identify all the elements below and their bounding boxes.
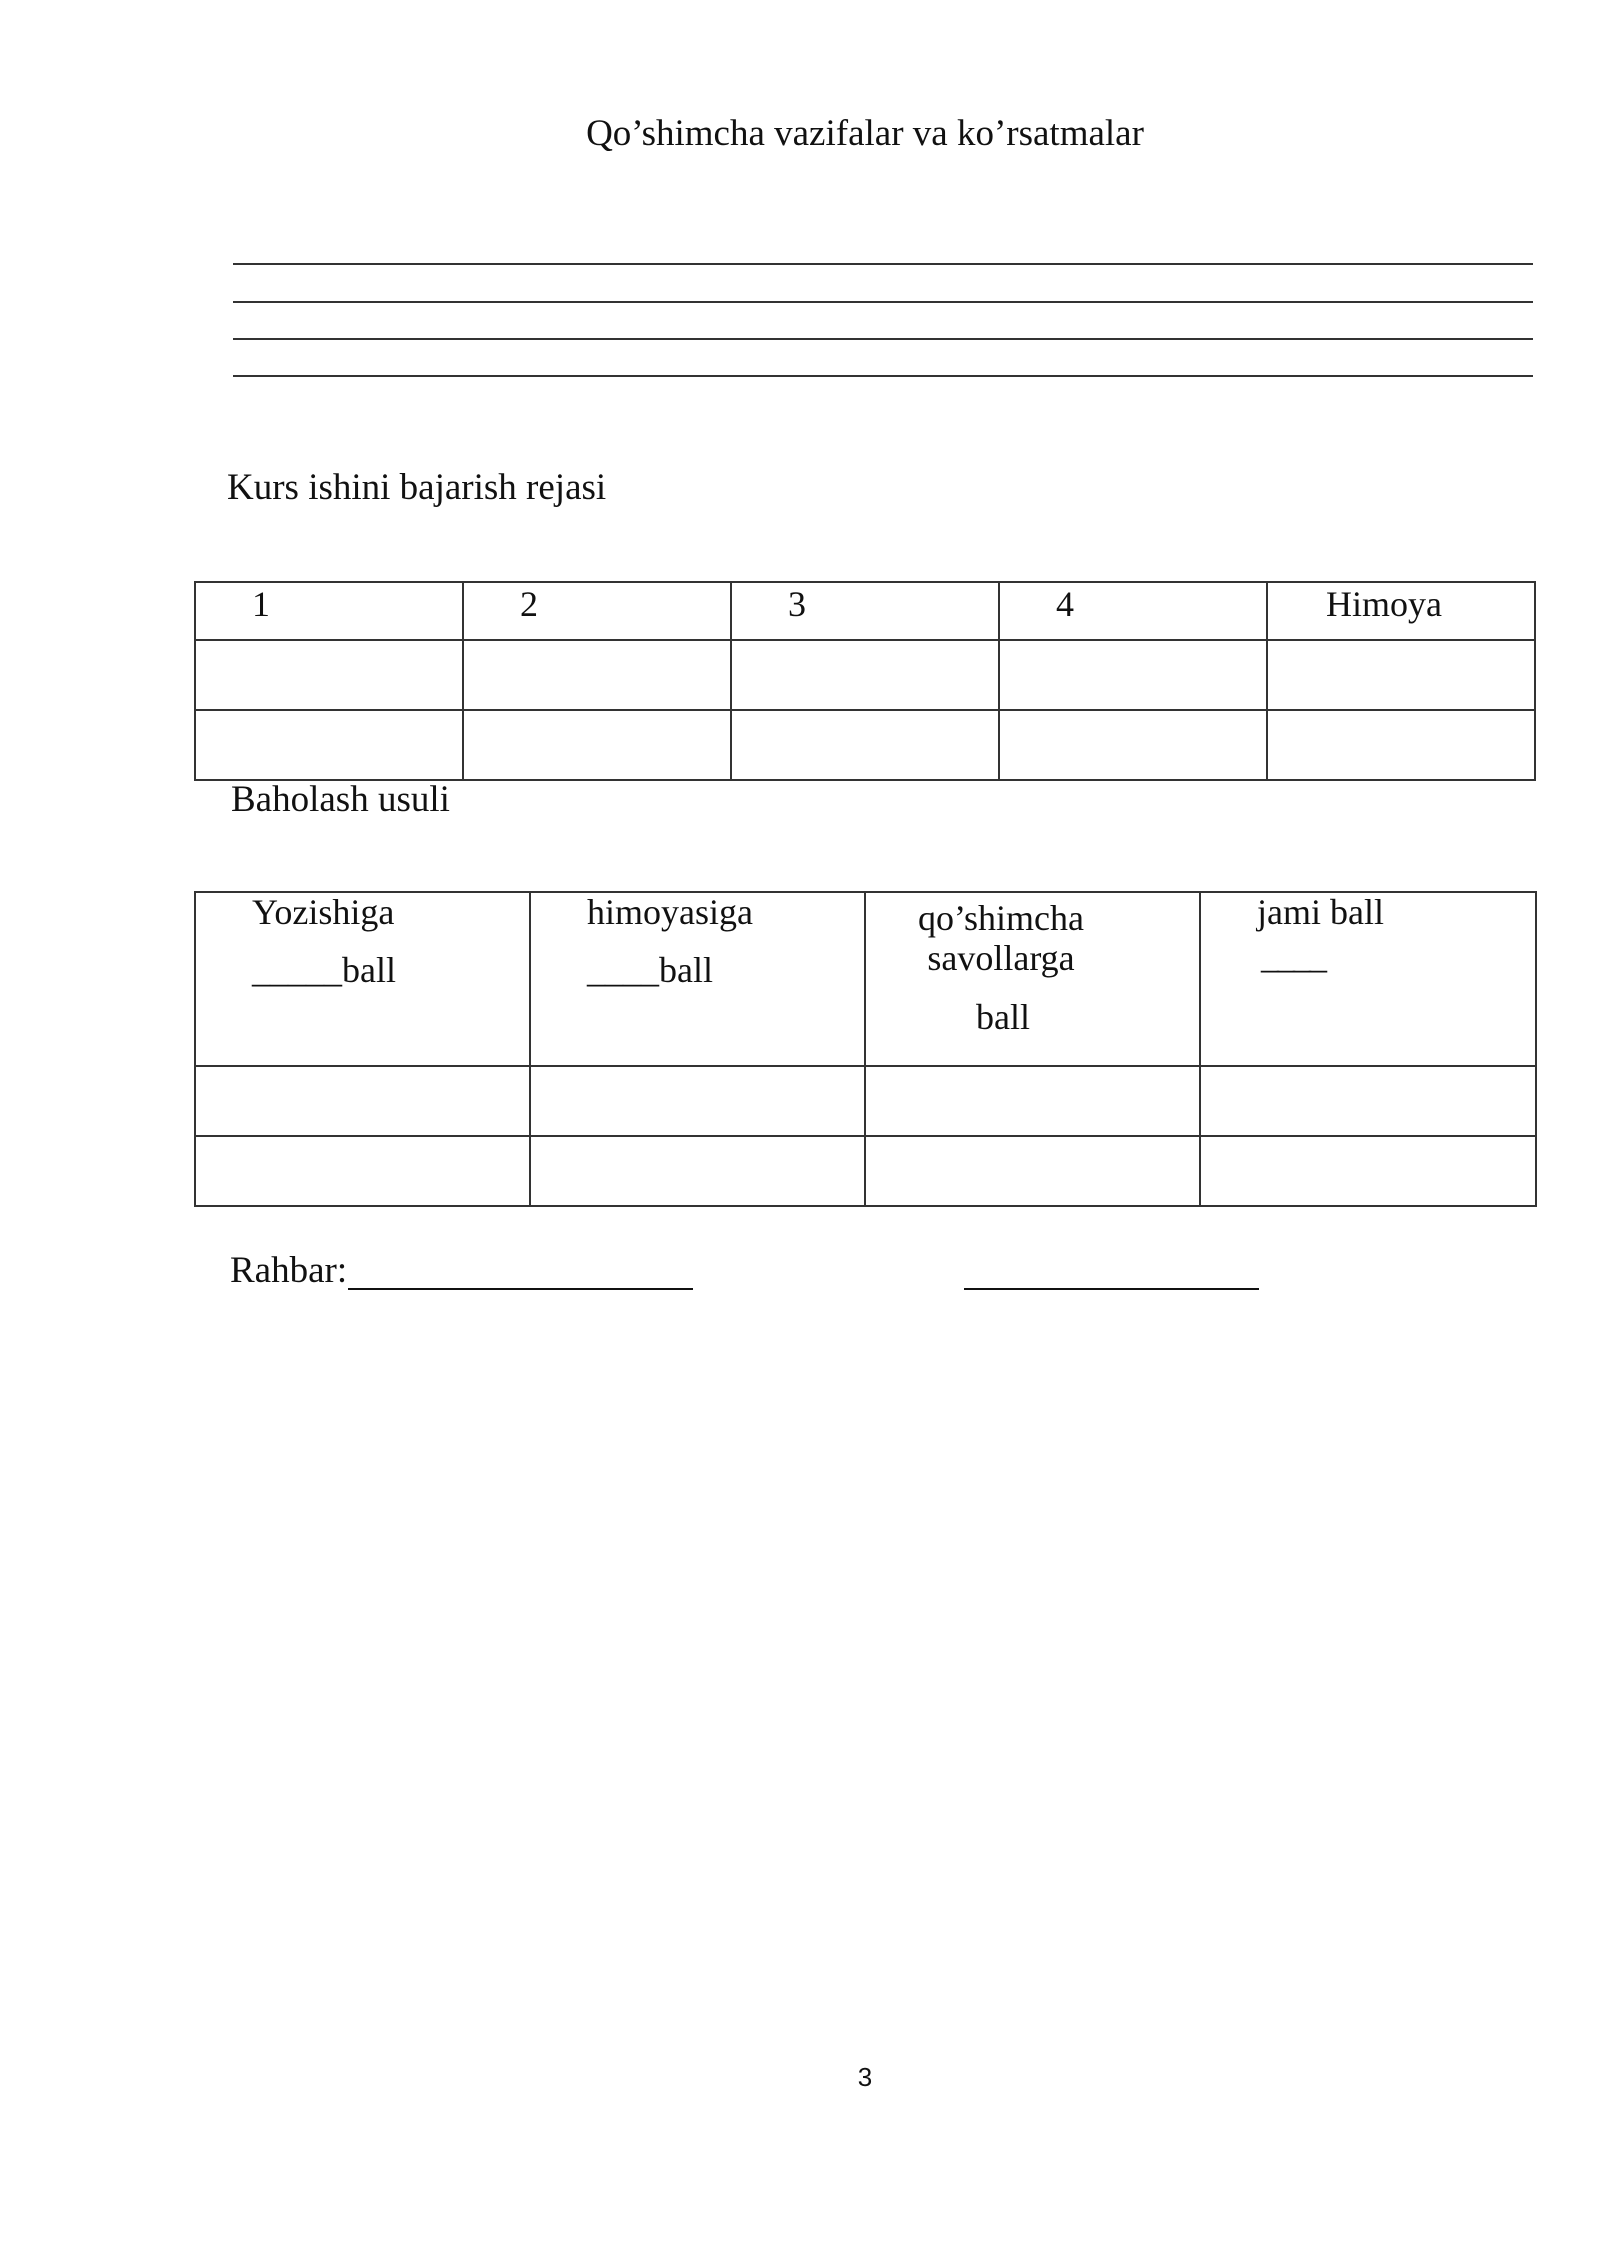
plan-cell[interactable] [731,640,999,710]
evaluation-col-score-blank: ____ [1261,935,1325,976]
plan-cell[interactable] [463,710,731,780]
plan-col-label: 2 [520,584,538,624]
evaluation-header-cell [195,892,530,1066]
plan-cell[interactable] [195,640,463,710]
plan-row [195,710,1535,780]
evaluation-col-score-blank: ____ball [587,949,713,990]
plan-cell[interactable] [999,640,1267,710]
evaluation-heading: Baholash usuli [231,779,450,820]
evaluation-cell[interactable] [865,1136,1200,1206]
evaluation-col-score-label: ball [976,997,1030,1038]
blank-line-2 [233,301,1533,303]
evaluation-col-title-cont: savollarga [927,937,1075,978]
evaluation-cell[interactable] [530,1136,865,1206]
evaluation-cell[interactable] [195,1136,530,1206]
evaluation-col-title: himoyasiga [587,892,753,932]
page-number: 3 [857,2062,873,2092]
supervisor-name-line[interactable] [348,1288,693,1290]
plan-col-label: 1 [252,584,270,624]
evaluation-col-title: qo’shimcha [918,898,1084,938]
plan-cell[interactable] [463,640,731,710]
plan-header-cell [195,582,463,640]
evaluation-header-cell [530,892,865,1066]
plan-col-label: Himoya [1326,584,1442,624]
evaluation-row [195,1136,1536,1206]
evaluation-col-title: jami ball [1257,892,1384,932]
plan-cell[interactable] [999,710,1267,780]
plan-cell[interactable] [195,710,463,780]
plan-cell[interactable] [1267,640,1535,710]
plan-header-cell [999,582,1267,640]
evaluation-header-cell [865,892,1200,1066]
plan-heading: Kurs ishini bajarish rejasi [227,467,607,508]
plan-col-label: 4 [1056,584,1074,624]
evaluation-cell[interactable] [530,1066,865,1136]
plan-header-cell [463,582,731,640]
plan-header-row [195,582,1535,640]
plan-col-label: 3 [788,584,806,624]
evaluation-cell[interactable] [1200,1066,1536,1136]
supervisor-label: Rahbar: [230,1250,348,1291]
plan-header-cell [731,582,999,640]
evaluation-cell[interactable] [865,1066,1200,1136]
evaluation-cell[interactable] [1200,1136,1536,1206]
plan-header-cell [1267,582,1535,640]
supervisor-signature-line[interactable] [964,1288,1259,1290]
evaluation-header-row [195,892,1536,1066]
evaluation-header-cell [1200,892,1536,1066]
plan-row [195,640,1535,710]
evaluation-col-score-blank: _____ball [252,949,396,990]
blank-line-4 [233,375,1533,377]
evaluation-col-title: Yozishiga [252,892,395,932]
evaluation-table [194,891,1537,1207]
evaluation-cell[interactable] [195,1066,530,1136]
plan-cell[interactable] [731,710,999,780]
evaluation-row [195,1066,1536,1136]
plan-cell[interactable] [1267,710,1535,780]
blank-line-3 [233,338,1533,340]
page-title: Qo’shimcha vazifalar va ko’rsatmalar [586,113,1144,154]
blank-line-1 [233,263,1533,265]
plan-table [194,581,1536,781]
